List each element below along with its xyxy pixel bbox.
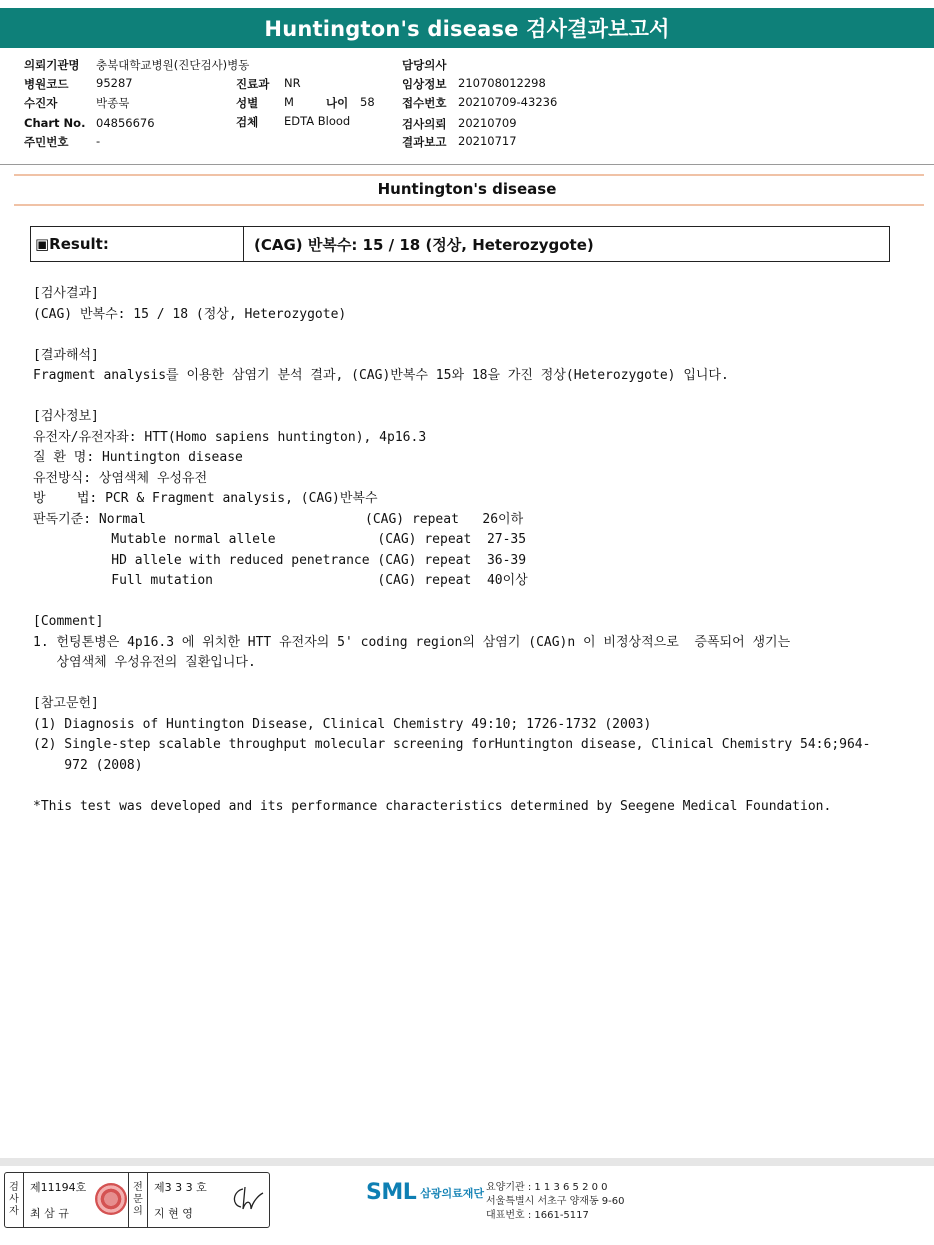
specialist-name: 지 현 영 bbox=[154, 1207, 193, 1220]
info-value: 충북대학교병원(진단검사)병동 bbox=[96, 58, 250, 72]
body-line: (CAG) 반복수: 15 / 18 (정상, Heterozygote) bbox=[33, 306, 347, 322]
vertical-char: 의 bbox=[133, 1206, 143, 1217]
section-title: Huntington's disease bbox=[377, 180, 557, 198]
body-line: [검사결과] bbox=[33, 286, 99, 301]
body-line: Fragment analysis를 이용한 삼염기 분석 결과, (CAG)반복수 15와 18을 가진 정상(Heterozygote) 입니다. bbox=[33, 368, 729, 383]
specialist-license: 제3 3 3 호 bbox=[154, 1181, 207, 1194]
body-line: 유전방식: 상염색체 우성유전 bbox=[33, 470, 208, 486]
body-line: HD allele with reduced penetrance (CAG) repeat 36-39 bbox=[33, 552, 527, 568]
vertical-char: 사 bbox=[9, 1194, 19, 1205]
info-value: 04856676 bbox=[96, 116, 155, 130]
info-value: 20210709 bbox=[458, 116, 517, 130]
body-line: 질 환 명: Huntington disease bbox=[33, 450, 243, 465]
info-row bbox=[24, 57, 249, 73]
info-row bbox=[236, 95, 375, 111]
info-label: 주민번호 bbox=[24, 135, 69, 149]
info-row bbox=[236, 114, 350, 130]
organization-info bbox=[486, 1181, 625, 1223]
body-line: (2) Single-step scalable throughput molecular screening forHuntington disease, Clinical Chemistry 54:6;964- bbox=[33, 737, 871, 752]
organization-logo bbox=[366, 1180, 484, 1205]
body-line: [참고문헌] bbox=[33, 696, 99, 711]
signature-box bbox=[4, 1172, 270, 1228]
info-row bbox=[24, 76, 133, 92]
body-line: *This test was developed and its performance characteristics determined by Seegene Medical Foundation. bbox=[33, 798, 832, 814]
vertical-char: 자 bbox=[9, 1206, 19, 1217]
patient-info-header bbox=[0, 48, 934, 165]
tester-vertical-label bbox=[5, 1173, 24, 1227]
report-title: Huntington's disease 검사결과보고서 bbox=[0, 8, 934, 48]
info-row bbox=[402, 134, 517, 150]
vertical-char: 검 bbox=[9, 1182, 19, 1193]
info-label: 접수번호 bbox=[402, 96, 447, 110]
body-line: [결과해석] bbox=[33, 347, 99, 363]
sml-logo-icon: SML bbox=[366, 1180, 417, 1205]
info-label: 수진자 bbox=[24, 96, 58, 110]
tester-name: 최 삼 규 bbox=[30, 1207, 69, 1220]
seal-icon bbox=[95, 1183, 127, 1215]
info-row bbox=[402, 57, 458, 73]
blank-line bbox=[33, 387, 913, 408]
result-label: ▣Result: bbox=[31, 227, 244, 261]
info-value: 20210717 bbox=[458, 134, 517, 148]
tester-license: 제11194호 bbox=[30, 1181, 87, 1194]
info-row bbox=[402, 95, 557, 111]
vertical-char: 문 bbox=[133, 1194, 143, 1205]
blank-line bbox=[33, 674, 913, 695]
info-value: EDTA Blood bbox=[284, 114, 351, 128]
body-line: 방 법: PCR & Fragment analysis, (CAG)반복수 bbox=[33, 491, 378, 506]
age-label: 나이 bbox=[326, 96, 349, 110]
result-box bbox=[30, 226, 890, 262]
info-label: 임상정보 bbox=[402, 77, 447, 91]
org-phone: 대표번호 : 1661-5117 bbox=[486, 1210, 589, 1221]
age-value: 58 bbox=[360, 95, 375, 109]
info-row bbox=[24, 134, 100, 150]
body-line: [Comment] bbox=[33, 614, 104, 629]
info-label: 진료과 bbox=[236, 77, 270, 91]
blank-line bbox=[33, 325, 913, 346]
vertical-char: 전 bbox=[133, 1182, 143, 1193]
info-value: - bbox=[96, 134, 101, 148]
info-label: 담당의사 bbox=[402, 58, 447, 72]
info-value: 20210709-43236 bbox=[458, 95, 558, 109]
info-row bbox=[236, 76, 301, 92]
body-line: 972 (2008) bbox=[33, 757, 143, 773]
org-address: 서울특별시 서초구 양재동 9-60 bbox=[486, 1196, 625, 1207]
info-row bbox=[24, 95, 129, 111]
signature-icon bbox=[229, 1183, 265, 1215]
info-value: 210708012298 bbox=[458, 76, 546, 90]
info-label: 검사의뢰 bbox=[402, 117, 447, 131]
blank-line bbox=[33, 776, 913, 797]
body-line: 1. 헌팅톤병은 4p16.3 에 위치한 HTT 유전자의 5' coding region의 삼염기 (CAG)n 이 비정상적으로 증폭되어 생기는 bbox=[33, 634, 791, 650]
info-row bbox=[402, 76, 546, 92]
divider-bottom bbox=[14, 204, 924, 206]
body-line: [검사정보] bbox=[33, 409, 99, 424]
info-label: 결과보고 bbox=[402, 135, 447, 149]
info-row bbox=[402, 116, 517, 132]
divider-top bbox=[14, 174, 924, 176]
organization-name: 삼광의료재단 bbox=[420, 1186, 485, 1200]
body-line: 유전자/유전자좌: HTT(Homo sapiens huntington), 4p16.3 bbox=[33, 429, 427, 445]
body-line: (1) Diagnosis of Huntington Disease, Clinical Chemistry 49:10; 1726-1732 (2003) bbox=[33, 716, 652, 732]
info-label: 의뢰기관명 bbox=[24, 58, 80, 72]
body-line: Full mutation (CAG) repeat 40이상 bbox=[33, 573, 528, 588]
info-label: 병원코드 bbox=[24, 77, 69, 91]
specialist-vertical-label bbox=[128, 1173, 148, 1227]
info-value: 박종묵 bbox=[96, 96, 130, 110]
info-value: NR bbox=[284, 76, 301, 90]
org-code: 요양기관 : 1 1 3 6 5 2 0 0 bbox=[486, 1182, 608, 1193]
info-label: 검체 bbox=[236, 115, 259, 129]
body-line: Mutable normal allele (CAG) repeat 27-35 bbox=[33, 532, 527, 547]
info-value: 95287 bbox=[96, 76, 133, 90]
info-value: M bbox=[284, 95, 294, 109]
body-line: 상염색체 우성유전의 질환입니다. bbox=[33, 655, 256, 670]
info-row bbox=[24, 116, 155, 130]
body-line: 판독기준: Normal (CAG) repeat 26이하 bbox=[33, 511, 524, 527]
result-value: (CAG) 반복수: 15 / 18 (정상, Heterozygote) bbox=[254, 235, 594, 254]
report-body bbox=[33, 284, 913, 817]
info-label: 성별 bbox=[236, 96, 259, 110]
blank-line bbox=[33, 592, 913, 613]
info-label: Chart No. bbox=[24, 116, 86, 130]
